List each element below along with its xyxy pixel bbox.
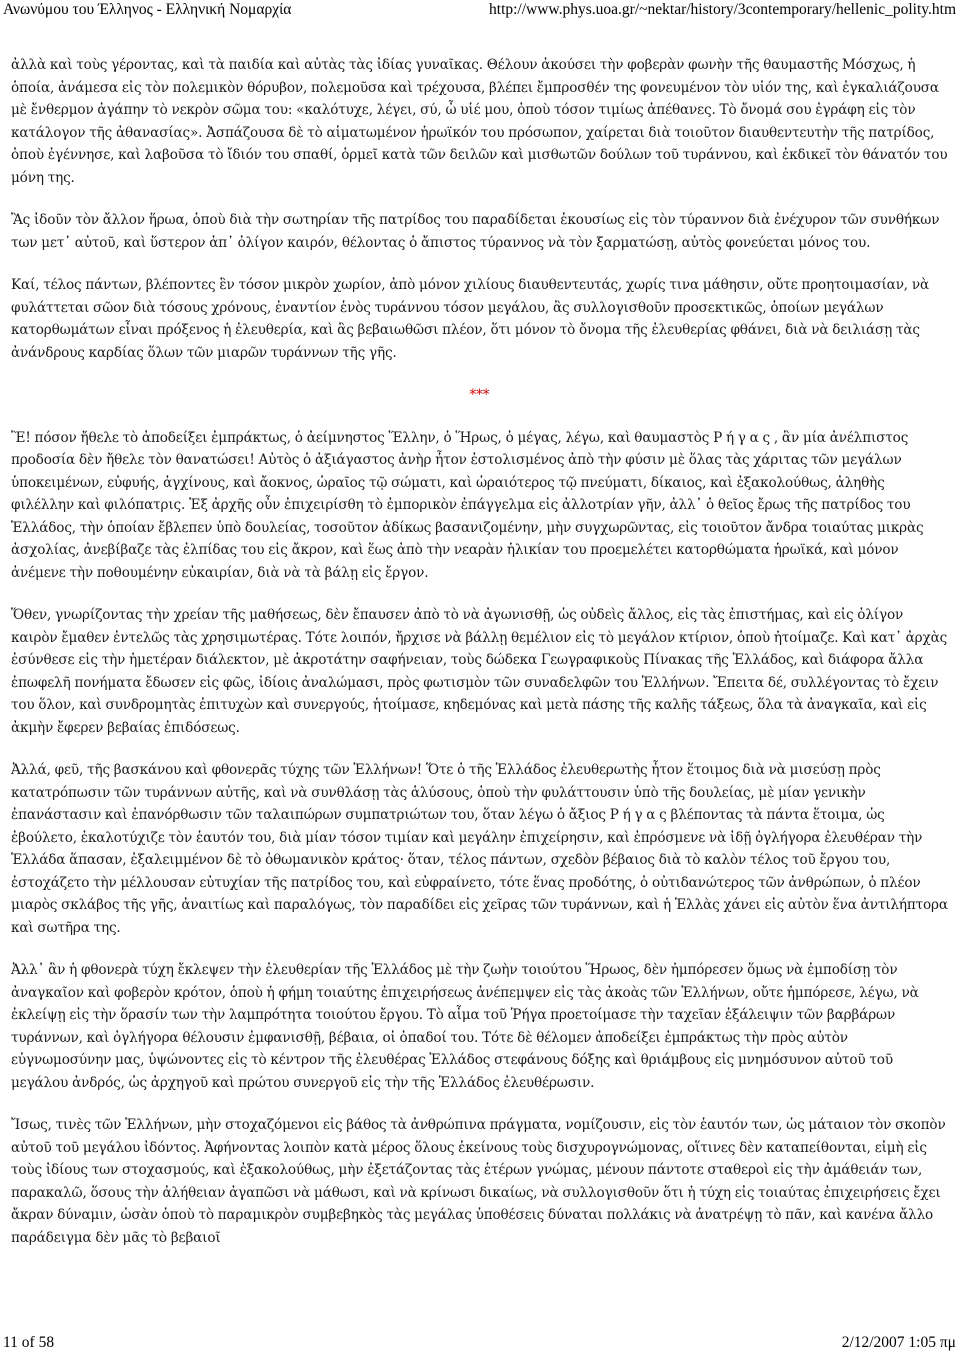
paragraph: Ὅθεν, γνωρίζοντας τὴν χρείαν τῆς μαθήσεως, δὲν ἔπαυσεν ἀπὸ τὸ νὰ ἀγωνισθῇ, ὡς οὐδεὶς ἄλλος, εἰς τὰς ἐπιστήμας, καὶ εἰς ὀλίγον καιρὸν ἔμαθεν ἐντελῶς τὰς χρησιμωτέρας. Τότε λοιπόν, ἤρχισε νὰ βάλλῃ θεμέλιον εἰς τὸ μεγάλον κτίριον, ὁποὺ ἠτοίμαζε. Καὶ κατ᾽ ἀρχὰς ἐσύνθεσε εἰς τὴν ἡμετέραν διάλεκτον, μὲ ἀκροτάτην σαφήνειαν, τοὺς δώδεκα Γεωγραφικοὺς Πίνακας τῆς Ἑλλάδος, καὶ διάφορα ἄλλα ἐπωφελῆ πονήματα ἔδωσεν εἰς φῶς, ἰδίοις ἀναλώμασι, πρὸς φωτισμὸν τῶν συναδελφῶν του Ἑλλήνων. Ἔπειτα δέ, συλλέγοντας τὸ ἔχειν του ὅλον, καὶ συνδρομητὰς ἐπιτυχὼν καὶ συνεργούς, ἡτοίμασε, κηδεμόνας καὶ μετὰ πάσης τῆς καλῆς τάξεως, ὅλα τὰ ἀναγκαῖα, καὶ εἰς ἀκμὴν ἔφερεν βεβαίας ἐπιδόσεως. (11, 607, 948, 736)
paragraph: Καί, τέλος πάντων, βλέποντες ἓν τόσον μικρὸν χωρίον, ἀπὸ μόνον χιλίους διαυθεντευτάς, χωρίς τινα μάθησιν, οὔτε προητοιμασίαν, νὰ φυλάττεται σῶον διὰ τόσους χρόνους, ἐναντίον ἑνὸς τυράννου τόσον μεγάλου, ἂς συλλογισθοῦν προσεκτικῶς, ὁποίων μεγάλων κατορθωμάτων εἶναι πρόξενος ἡ ἐλευθερία, καὶ ἂς βεβαιωθῶσι πλέον, ὅτι μόνον τὸ ὄνομα τῆς ἐλευθερίας φθάνει, διὰ νὰ δειλιάσῃ τὰς ἀνάνδρους καρδίας ὅλων τῶν μιαρῶν τυράννων τῆς γῆς. (11, 277, 929, 361)
page-title: Ανωνύμου του Έλληνος - Ελληνική Νομαρχία (3, 1, 292, 18)
paragraph: Ἴσως, τινὲς τῶν Ἑλλήνων, μὴν στοχαζόμενοι εἰς βάθος τὰ ἀνθρώπινα πράγματα, νομίζουσιν, εἰς τὸν ἑαυτόν των, ὡς μάταιον τὸν σκοπὸν αὐτοῦ τοῦ μεγάλου ἰδόντος. Ἀφήνοντας λοιπὸν κατὰ μέρος ὅλους ἐκείνους τοὺς δισχυρογνώμονας, οἵτινες δὲν καταπείθονται, εἰμὴ εἰς τοὺς ἰδίους των στοχασμούς, καὶ ἐξακολούθως, μὴν ἐξετάζοντας τὰς ἑτέρων γνώμας, μένουν πάντοτε σταθεροὶ εἰς τὴν ἀμάθειάν των, παρακαλῶ, ὅσους τὴν ἀλήθειαν ἀγαπῶσι νὰ μάθωσι, καὶ νὰ κρίνωσι δικαίως, νὰ συλλογισθοῦν ὅτι ἡ τύχη εἰς τοιαύτας ἐπιχειρήσεις ἔχει ἄκραν δύναμιν, ὡσὰν ὁποὺ τὸ παραμικρὸν συμβεβηκὸς τὰς μεγάλας ὑποθέσεις δύναται πολλάκις νὰ ἀνατρέψῃ τὸ πᾶν, καὶ κανένα ἄλλο παράδειγμα δὲν μᾶς τὸ βεβαιοῖ (11, 1117, 946, 1246)
paragraph: Ἀλλά, φεῦ, τῆς βασκάνου καὶ φθονερᾶς τύχης τῶν Ἑλλήνων! Ὅτε ὁ τῆς Ἑλλάδος ἐλευθερωτὴς ἦτον ἕτοιμος διὰ νὰ μισεύσῃ πρὸς κατατρόπωσιν τῶν τυράννων αὐτῆς, καὶ νὰ συνθλάσῃ τὰς ἁλύσους, ὁποὺ τὴν φυλάττουσιν ὑπὸ τῆς δουλείας, μὲ μίαν γενικὴν ἐπανάστασιν καὶ ἐπανόρθωσιν τῶν ταλαιπώρων συμπατριώτων του, ὅταν λέγω ὁ ἄξιος Ρ ή γ α ς βλέποντας τὰ πάντα ἕτοιμα, ὡς ἐβούλετο, ἐκαλοτύχιζε τὸν ἑαυτόν του, διὰ μίαν τόσον τιμίαν καὶ μεγάλην ἐπιχείρησιν, καὶ ἐπρόσμενε νὰ ἰδῇ ὀγλήγορα ἐλευθέραν τὴν Ἑλλάδα ἅπασαν, ἐξαλειμμένον δὲ τὸ ὀθωμανικὸν κράτος· ὅταν, τέλος πάντων, σχεδὸν βέβαιος διὰ τὸ καλὸν τέλος τοῦ ἔργου του, ἐστοχάζετο τὴν μέλλουσαν εὐτυχίαν τῆς πατρίδος του, καὶ εὐφραίνετο, τότε ἕνας προδότης, ὁ οὐτιδανώτερος τῶν ἀνθρώπων, ὁ πλέον μιαρὸς σκλάβος τῆς γῆς, ἀναιτίως καὶ παραλόγως, τὸν παραδίδει εἰς χεῖρας τῶν τυράννων, καὶ ἡ Ἑλλὰς χάνει εἰς αὐτὸν ἕνα ἀντιλήπτορα καὶ σωτῆρα της. (11, 762, 948, 936)
paragraph: ἀλλὰ καὶ τοὺς γέροντας, καὶ τὰ παιδία καὶ αὐτὰς τὰς ἰδίας γυναῖκας. Θέλουν ἀκούσει τὴν φοβερὰν φωνὴν τῆς θαυμαστῆς Μόσχως, ἡ ὁποία, ἀνάμεσα εἰς τὸν πολεμικὸν θόρυβον, πολεμοῦσα καὶ τρέχουσα, βλέπει ἔμπροσθέν της φονευμένον τὸν υἱόν της, καὶ ἐγκαλιάζουσα μὲ ἔνθερμον ἀγάπην τὸ νεκρὸν σῶμα του: «καλότυχε, λέγει, σύ, ὦ υἱέ μου, ὁποὺ τόσον τιμίως ἀπέθανες. Τὸ ὄνομά σου ἐγράφη εἰς τὸν κατάλογον τῆς ἀθανασίας». Ἀσπάζουσα δὲ τὸ αἱματωμένον ἡρωϊκόν του πρόσωπον, χαίρεται διὰ τοιοῦτον διαυθεντευτὴν τῆς πατρίδος, ὁποὺ ἐγέννησε, καὶ λαβοῦσα τὸ ἴδιόν του σπαθί, ὁρμεῖ κατὰ τῶν δειλῶν καὶ μισθωτῶν δούλων τοῦ τυράννου, καὶ ἐκδικεῖ τὸν θάνατόν του μόνη της. (11, 57, 948, 186)
page-number: 11 of 58 (3, 1334, 55, 1351)
page-url: http://www.phys.uoa.gr/~nektar/history/3contemporary/hellenic_polity.htm (489, 1, 956, 18)
print-datetime: 2/12/2007 1:05 πμ (841, 1334, 956, 1351)
paragraph: Ἒ! πόσον ἤθελε τὸ ἀποδείξει ἐμπράκτως, ὁ ἀείμνηστος Ἕλλην, ὁ Ἥρως, ὁ μέγας, λέγω, καὶ θαυμαστὸς Ρ ή γ α ς , ἂν μία ἀνέλπιστος προδοσία δὲν ἤθελε τὸν θανατώσει! Αὐτὸς ὁ ἀξιάγαστος ἀνὴρ ἦτον ἐστολισμένος ἀπὸ τὴν φύσιν μὲ ὅλας τὰς χάριτας τῶν μεγάλων ὑποκειμένων, εὐφυής, ἀγχίνους, καὶ ἄοκνος, ὡραῖος τῷ σώματι, καὶ ὡραιότερος τῷ πνεύματι, δίκαιος, καὶ ἐξακολούθως, ἀληθὴς φιλέλλην καὶ φιλόπατρις. Ἐξ ἀρχῆς οὖν ἐπιχειρίσθη τὸ ἐμπορικὸν ἐπάγγελμα εἰς ἀλλοτρίαν γῆν, ἀλλ᾽ ὁ θεῖος ἔρως τῆς πατρίδος του Ἑλλάδος, τὴν ὁποίαν ἔβλεπεν ὑπὸ δουλείας, τοσοῦτον ἀδίκως βασανιζομένην, μὴν συγχωρῶντας, εἰς τοιοῦτον ἄνδρα τοιαύτας μικρὰς ἀσχολίας, ἀνεβίβαζε τὰς ἐλπίδας του εἰς ἄκρον, καὶ ἕως ἀπὸ τὴν νεαρὰν ἡλικίαν του προεμελέτει κατορθώματα ἡρωϊκά, καὶ μόνον ἀνέμενε τὴν ποθουμένην εὐκαιρίαν, διὰ νὰ τὰ βάλῃ εἰς ἔργον. (11, 429, 924, 581)
paragraph: Ἂς ἰδοῦν τὸν ἄλλον ἥρωα, ὁποὺ διὰ τὴν σωτηρίαν τῆς πατρίδος του παραδίδεται ἑκουσίως εἰς τὸν τύραννον διὰ ἐνέχυρον τῶν συνθήκων των μετ᾽ αὐτοῦ, καὶ ὕστερον ἀπ᾽ ὀλίγον καιρόν, θέλοντας ὁ ἄπιστος τύραννος νὰ τὸν ξαρματώσῃ, αὐτὸς φονεύεται μόνος του. (11, 212, 940, 251)
paragraph: Ἀλλ᾽ ἂν ἡ φθονερὰ τύχη ἔκλεψεν τὴν ἐλευθερίαν τῆς Ἑλλάδος μὲ τὴν ζωὴν τοιούτου Ἥρωος, δὲν ἠμπόρεσεν ὅμως νὰ ἐμποδίσῃ τὸν ἀναγκαῖον καὶ φοβερὸν κρότον, ὁποὺ ἡ φήμη τοιαύτης ἐπιχειρήσεως ἀνέπεμψεν εἰς τὰς ἀκοὰς τῶν Ἑλλήνων, οὔτε ἠμπόρεσε, λέγω, νὰ ἐκλείψῃ εἰς τὴν ὅρασίν των τὴν λαμπρότητα τοιούτου ἔργου. Τὸ αἷμα τοῦ Ῥήγα προετοίμασε τὴν ταχεῖαν ἐξάλειψιν τῶν βαρβάρων τυράννων, καὶ ὀγλήγορα θέλουσιν ἐμφανισθῇ, βέβαια, οἱ ὀπαδοί του. Τότε δὲ θέλομεν ἀποδείξει ἐμπράκτως τὴν πρὸς αὐτὸν εὐγνωμοσύνην μας, ὑψώνοντες εἰς τὸ κέντρον τῆς ἐλευθέρας Ἑλλάδος στεφάνους δόξης καὶ θριάμβους εἰς μνημόσυνον αὐτοῦ τοῦ μεγάλου ἀνδρός, ὡς ἀρχηγοῦ καὶ πρώτου συνεργοῦ εἰς τὴν τῆς Ἑλλάδος ἐλευθέρωσιν. (11, 962, 919, 1091)
section-separator: *** (469, 387, 490, 403)
document-body (11, 54, 948, 1269)
print-header (0, 0, 960, 22)
print-footer (0, 1334, 960, 1354)
